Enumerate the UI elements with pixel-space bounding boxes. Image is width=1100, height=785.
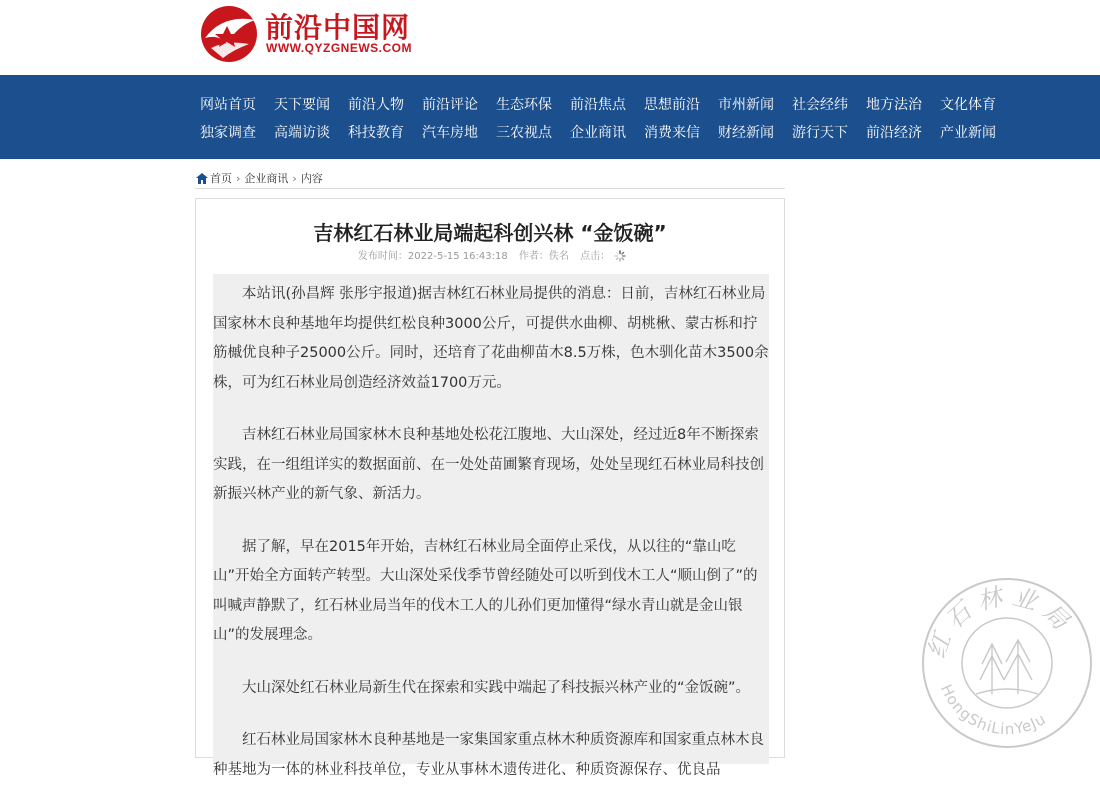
- divider: [195, 188, 785, 189]
- nav-item[interactable]: 科技教育: [348, 125, 404, 141]
- breadcrumb-current: 内容: [300, 172, 323, 185]
- author: 作者：佚名: [518, 251, 569, 262]
- svg-text:HongShiLinYeJu: HongShiLinYeJu: [937, 681, 1050, 739]
- breadcrumb-section[interactable]: 企业商讯: [244, 172, 289, 185]
- loading-spinner-icon: [614, 250, 626, 262]
- nav-item[interactable]: 独家调查: [200, 125, 256, 141]
- publish-time: 发布时间：2022-5-15 16:43:18: [357, 251, 508, 262]
- article-body: [213, 274, 769, 778]
- nav-item[interactable]: 思想前沿: [644, 97, 700, 113]
- nav-item[interactable]: 高端访谈: [274, 125, 330, 141]
- nav-item[interactable]: 市州新闻: [718, 97, 774, 113]
- nav-item[interactable]: 消费来信: [644, 125, 700, 141]
- article-paragraph: 大山深处红石林业局新生代在探索和实践中端起了科技振兴林产业的“金饭碗”。: [242, 679, 751, 696]
- chevron-right-icon: ›: [236, 171, 241, 185]
- forestry-bureau-stamp: [920, 576, 1094, 750]
- site-header: [0, 0, 1100, 75]
- nav-item[interactable]: 地方法治: [866, 97, 922, 113]
- home-icon: [196, 173, 208, 184]
- nav-item[interactable]: 前沿经济: [866, 125, 922, 141]
- nav-row-2: [200, 122, 1014, 142]
- nav-item[interactable]: 企业商讯: [570, 125, 626, 141]
- breadcrumb: [196, 170, 323, 186]
- nav-item[interactable]: 生态环保: [496, 97, 552, 113]
- article-paragraph: 红石林业局国家林木良种基地是一家集国家重点林木种质资源库和国家重点林木良种基地为一体的林业科技单位，专业从事林木遗传进化、种质资源保存、优良品: [213, 732, 764, 778]
- article-meta: [196, 247, 784, 262]
- nav-item[interactable]: 前沿评论: [422, 97, 478, 113]
- nav-item[interactable]: 游行天下: [792, 125, 848, 141]
- nav-item[interactable]: 前沿焦点: [570, 97, 626, 113]
- nav-item[interactable]: 产业新闻: [940, 125, 996, 141]
- hits-label: 点击：: [580, 251, 611, 262]
- article-title: 吉林红石林业局端起科创兴林 “金饭碗”: [313, 221, 667, 245]
- site-name[interactable]: 前沿中国网: [265, 11, 411, 44]
- article-paragraph: 吉林红石林业局国家林木良种基地处松花江腹地、大山深处，经过近8年不断探索实践，在一组组详实的数据面前、在一处处苗圃繁育现场，处处呈现红石林业局科技创新振兴林产业的新气象、新活力。: [213, 427, 764, 502]
- main-nav: [0, 75, 1100, 159]
- nav-item[interactable]: 三农视点: [496, 125, 552, 141]
- article-container: [195, 198, 785, 778]
- nav-item[interactable]: 前沿人物: [348, 97, 404, 113]
- article-paragraph: 本站讯(孙昌辉 张彤宇报道)据吉林红石林业局提供的消息：日前，吉林红石林业局国家林木良种基地年均提供红松良种3000公斤，可提供水曲柳、胡桃楸、蒙古栎和拧筋槭优良种子25000公斤。同时，还培育了花曲柳苗木8.5万株，色木驯化苗木3500余株，可为红石林业局创造经济效益1700万元。: [213, 286, 769, 391]
- site-logo-icon[interactable]: [197, 4, 261, 64]
- article-paragraph: 据了解，早在2015年开始，吉林红石林业局全面停止采伐，从以往的“靠山吃山”开始全方面转产转型。大山深处采伐季节曾经随处可以听到伐木工人“顺山倒了”的叫喊声静默了，红石林业局当年的伐木工人的儿孙们更加懂得“绿水青山就是金山银山”的发展理念。: [213, 538, 758, 643]
- chevron-right-icon: ›: [292, 171, 297, 185]
- nav-item[interactable]: 网站首页: [200, 97, 256, 113]
- nav-item[interactable]: 社会经纬: [792, 97, 848, 113]
- nav-item[interactable]: 汽车房地: [422, 125, 478, 141]
- svg-text:红 石 林 业 局: 红 石 林 业 局: [922, 582, 1075, 662]
- breadcrumb-home[interactable]: 首页: [210, 172, 232, 185]
- nav-item[interactable]: 财经新闻: [718, 125, 774, 141]
- nav-item[interactable]: 文化体育: [940, 97, 996, 113]
- nav-row-1: [200, 94, 1014, 114]
- nav-item[interactable]: 天下要闻: [274, 97, 330, 113]
- site-url[interactable]: WWW.QYZGNEWS.COM: [266, 41, 412, 55]
